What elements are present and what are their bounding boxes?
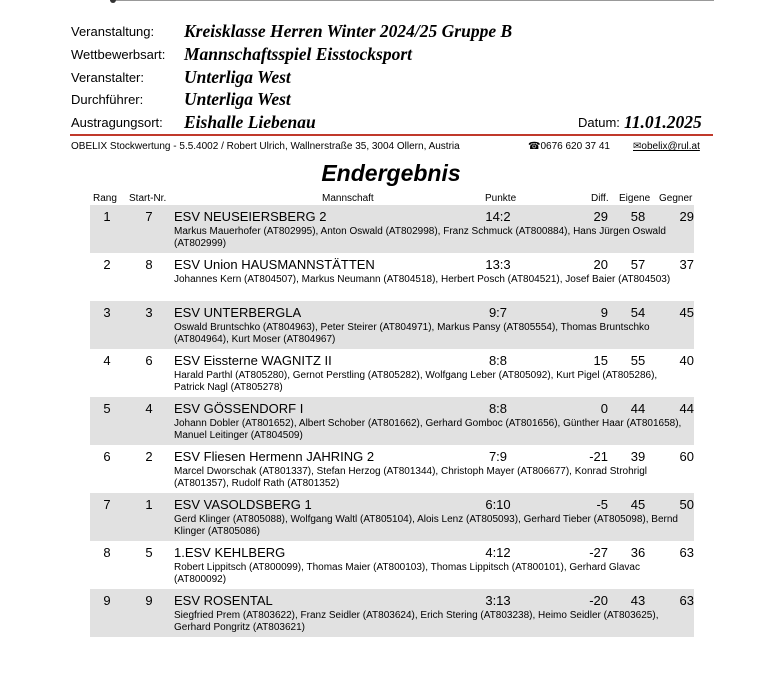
meta-wettbewerbsart xyxy=(0,44,774,66)
diff-cell: -20 xyxy=(589,593,608,608)
start-cell: 5 xyxy=(145,545,153,560)
top-rule xyxy=(110,0,714,1)
player-list: Robert Lippitsch (AT800099), Thomas Maier (AT800103), Thomas Lippitsch (AT800101), Gerhard Glavac (AT800092) xyxy=(174,562,640,585)
table-row xyxy=(90,301,694,349)
table-row xyxy=(90,349,694,397)
top-dot xyxy=(110,0,116,3)
header-divider xyxy=(70,134,713,136)
gegner-cell: 50 xyxy=(679,497,694,512)
col-start: Start-Nr. xyxy=(129,193,167,204)
diff-cell: 29 xyxy=(593,209,608,224)
meta-veranstalter xyxy=(0,67,774,89)
punkte-cell: 9:7 xyxy=(488,305,508,320)
diff-cell: 0 xyxy=(600,401,608,416)
eigene-cell: 55 xyxy=(630,353,646,368)
meta-austragungsort xyxy=(0,112,774,134)
veranstalter-value: Unterliga West xyxy=(184,67,291,87)
start-cell: 4 xyxy=(145,401,153,416)
gegner-cell: 60 xyxy=(679,449,694,464)
col-punkte: Punkte xyxy=(485,193,517,204)
diff-cell: -5 xyxy=(596,497,608,512)
wettbewerbsart-label: Wettbewerbsart: xyxy=(71,47,166,62)
punkte-cell: 4:12 xyxy=(485,545,511,560)
player-list: Markus Mauerhofer (AT802995), Anton Oswald (AT802998), Franz Schmuck (AT800884), Hans Jürgen Oswald (AT802999) xyxy=(174,226,666,249)
col-eigene: Eigene xyxy=(619,193,651,204)
gegner-cell: 63 xyxy=(679,593,694,608)
phone-number: ☎0676 620 37 41 xyxy=(528,141,610,152)
software-info: OBELIX Stockwertung - 5.5.4002 / Robert Ulrich, Wallnerstraße 35, 3004 Ollern, Austria xyxy=(71,141,460,152)
col-diff: Diff. xyxy=(591,193,609,204)
meta-veranstaltung xyxy=(0,21,774,43)
table-row xyxy=(90,589,694,637)
team-name: ESV VASOLDSBERG 1 xyxy=(174,497,312,512)
veranstaltung-value: Kreisklasse Herren Winter 2024/25 Gruppe B xyxy=(184,21,513,41)
start-cell: 3 xyxy=(145,305,153,320)
team-name: ESV Eissterne WAGNITZ II xyxy=(174,353,332,368)
start-cell: 2 xyxy=(145,449,153,464)
datum-value: 11.01.2025 xyxy=(624,112,702,132)
punkte-cell: 8:8 xyxy=(488,401,508,416)
datum-label: Datum: xyxy=(578,115,620,130)
table-row xyxy=(90,205,694,253)
meta-durchfuehrer xyxy=(0,89,774,111)
durchfuehrer-label: Durchführer: xyxy=(71,92,144,107)
austragungsort-value: Eishalle Liebenau xyxy=(184,112,316,132)
col-mannschaft: Mannschaft xyxy=(322,193,374,204)
punkte-cell: 7:9 xyxy=(488,449,508,464)
durchfuehrer-value: Unterliga West xyxy=(184,89,291,109)
punkte-cell: 8:8 xyxy=(488,353,508,368)
start-cell: 6 xyxy=(145,353,153,368)
eigene-cell: 39 xyxy=(630,449,646,464)
rang-cell: 1 xyxy=(103,209,111,224)
eigene-cell: 45 xyxy=(630,497,646,512)
col-gegner: Gegner xyxy=(659,193,693,204)
eigene-cell: 36 xyxy=(630,545,646,560)
team-name: ESV UNTERBERGLA xyxy=(174,305,302,320)
diff-cell: -27 xyxy=(589,545,608,560)
veranstaltung-label: Veranstaltung: xyxy=(71,24,155,39)
team-name: ESV GÖSSENDORF I xyxy=(174,401,304,416)
player-list: Marcel Dworschak (AT801337), Stefan Herzog (AT801344), Christoph Mayer (AT806677), Konrad Strohrigl (AT801357), Rudolf Rath (AT801352) xyxy=(174,466,647,489)
austragungsort-label: Austragungsort: xyxy=(71,115,163,130)
start-cell: 1 xyxy=(145,497,153,512)
rang-cell: 8 xyxy=(103,545,111,560)
rang-cell: 9 xyxy=(103,593,111,608)
eigene-cell: 58 xyxy=(630,209,646,224)
table-row xyxy=(90,397,694,445)
player-list: Oswald Bruntschko (AT804963), Peter Steirer (AT804971), Markus Pansy (AT805554), Thomas Bruntschko (AT804964), Kurt Moser (AT804967) xyxy=(174,322,650,345)
page-title-text: Endergebnis xyxy=(321,160,461,186)
table-row xyxy=(90,253,694,301)
player-list: Siegfried Prem (AT803622), Franz Seidler (AT803624), Erich Stering (AT803238), Heimo Seidler (AT803625), Gerhard Pongritz (AT803621) xyxy=(174,610,659,633)
team-name: 1.ESV KEHLBERG xyxy=(174,545,286,560)
eigene-cell: 43 xyxy=(630,593,646,608)
gegner-cell: 29 xyxy=(679,209,694,224)
table-row xyxy=(90,445,694,493)
veranstalter-label: Veranstalter: xyxy=(71,70,144,85)
wettbewerbsart-value: Mannschaftsspiel Eisstocksport xyxy=(184,44,413,64)
page-title xyxy=(0,160,774,187)
punkte-cell: 3:13 xyxy=(485,593,511,608)
gegner-cell: 44 xyxy=(679,401,694,416)
rang-cell: 3 xyxy=(103,305,111,320)
gegner-cell: 45 xyxy=(679,305,694,320)
eigene-cell: 44 xyxy=(630,401,646,416)
diff-cell: 15 xyxy=(593,353,608,368)
punkte-cell: 14:2 xyxy=(485,209,511,224)
gegner-cell: 40 xyxy=(679,353,694,368)
team-name: ESV Fliesen Hermenn JAHRING 2 xyxy=(174,449,375,464)
rang-cell: 4 xyxy=(103,353,111,368)
rang-cell: 2 xyxy=(103,257,111,272)
rang-cell: 6 xyxy=(103,449,111,464)
player-list: Gerd Klinger (AT805088), Wolfgang Waltl (AT805104), Alois Lenz (AT805093), Gerhard Tieber (AT805098), Bernd Klinger (AT805086) xyxy=(174,514,678,537)
col-rang: Rang xyxy=(93,193,117,204)
rang-cell: 7 xyxy=(103,497,111,512)
table-row xyxy=(90,493,694,541)
punkte-cell: 13:3 xyxy=(485,257,511,272)
eigene-cell: 54 xyxy=(630,305,646,320)
punkte-cell: 6:10 xyxy=(485,497,511,512)
diff-cell: 9 xyxy=(600,305,608,320)
email-link[interactable]: ✉obelix@rul.at xyxy=(633,141,700,152)
gegner-cell: 37 xyxy=(679,257,694,272)
eigene-cell: 57 xyxy=(630,257,646,272)
team-name: ESV Union HAUSMANNSTÄTTEN xyxy=(174,257,375,272)
player-list: Johannes Kern (AT804507), Markus Neumann (AT804518), Herbert Posch (AT804521), Josef Baier (AT804503) xyxy=(174,274,671,285)
gegner-cell: 63 xyxy=(679,545,694,560)
player-list: Harald Parthl (AT805280), Gernot Perstling (AT805282), Wolfgang Leber (AT805092), Kurt Pigel (AT805286), Patrick Nagl (AT805278) xyxy=(174,370,658,393)
team-name: ESV ROSENTAL xyxy=(174,593,273,608)
start-cell: 8 xyxy=(145,257,153,272)
diff-cell: -21 xyxy=(589,449,608,464)
player-list: Johann Dobler (AT801652), Albert Schober (AT801662), Gerhard Gomboc (AT801656), Günther Haar (AT801658), Manuel Leitinger (AT804509) xyxy=(174,418,682,441)
rang-cell: 5 xyxy=(103,401,111,416)
start-cell: 7 xyxy=(145,209,153,224)
team-name: ESV NEUSEIERSBERG 2 xyxy=(174,209,327,224)
table-row xyxy=(90,541,694,589)
diff-cell: 20 xyxy=(593,257,608,272)
start-cell: 9 xyxy=(145,593,153,608)
